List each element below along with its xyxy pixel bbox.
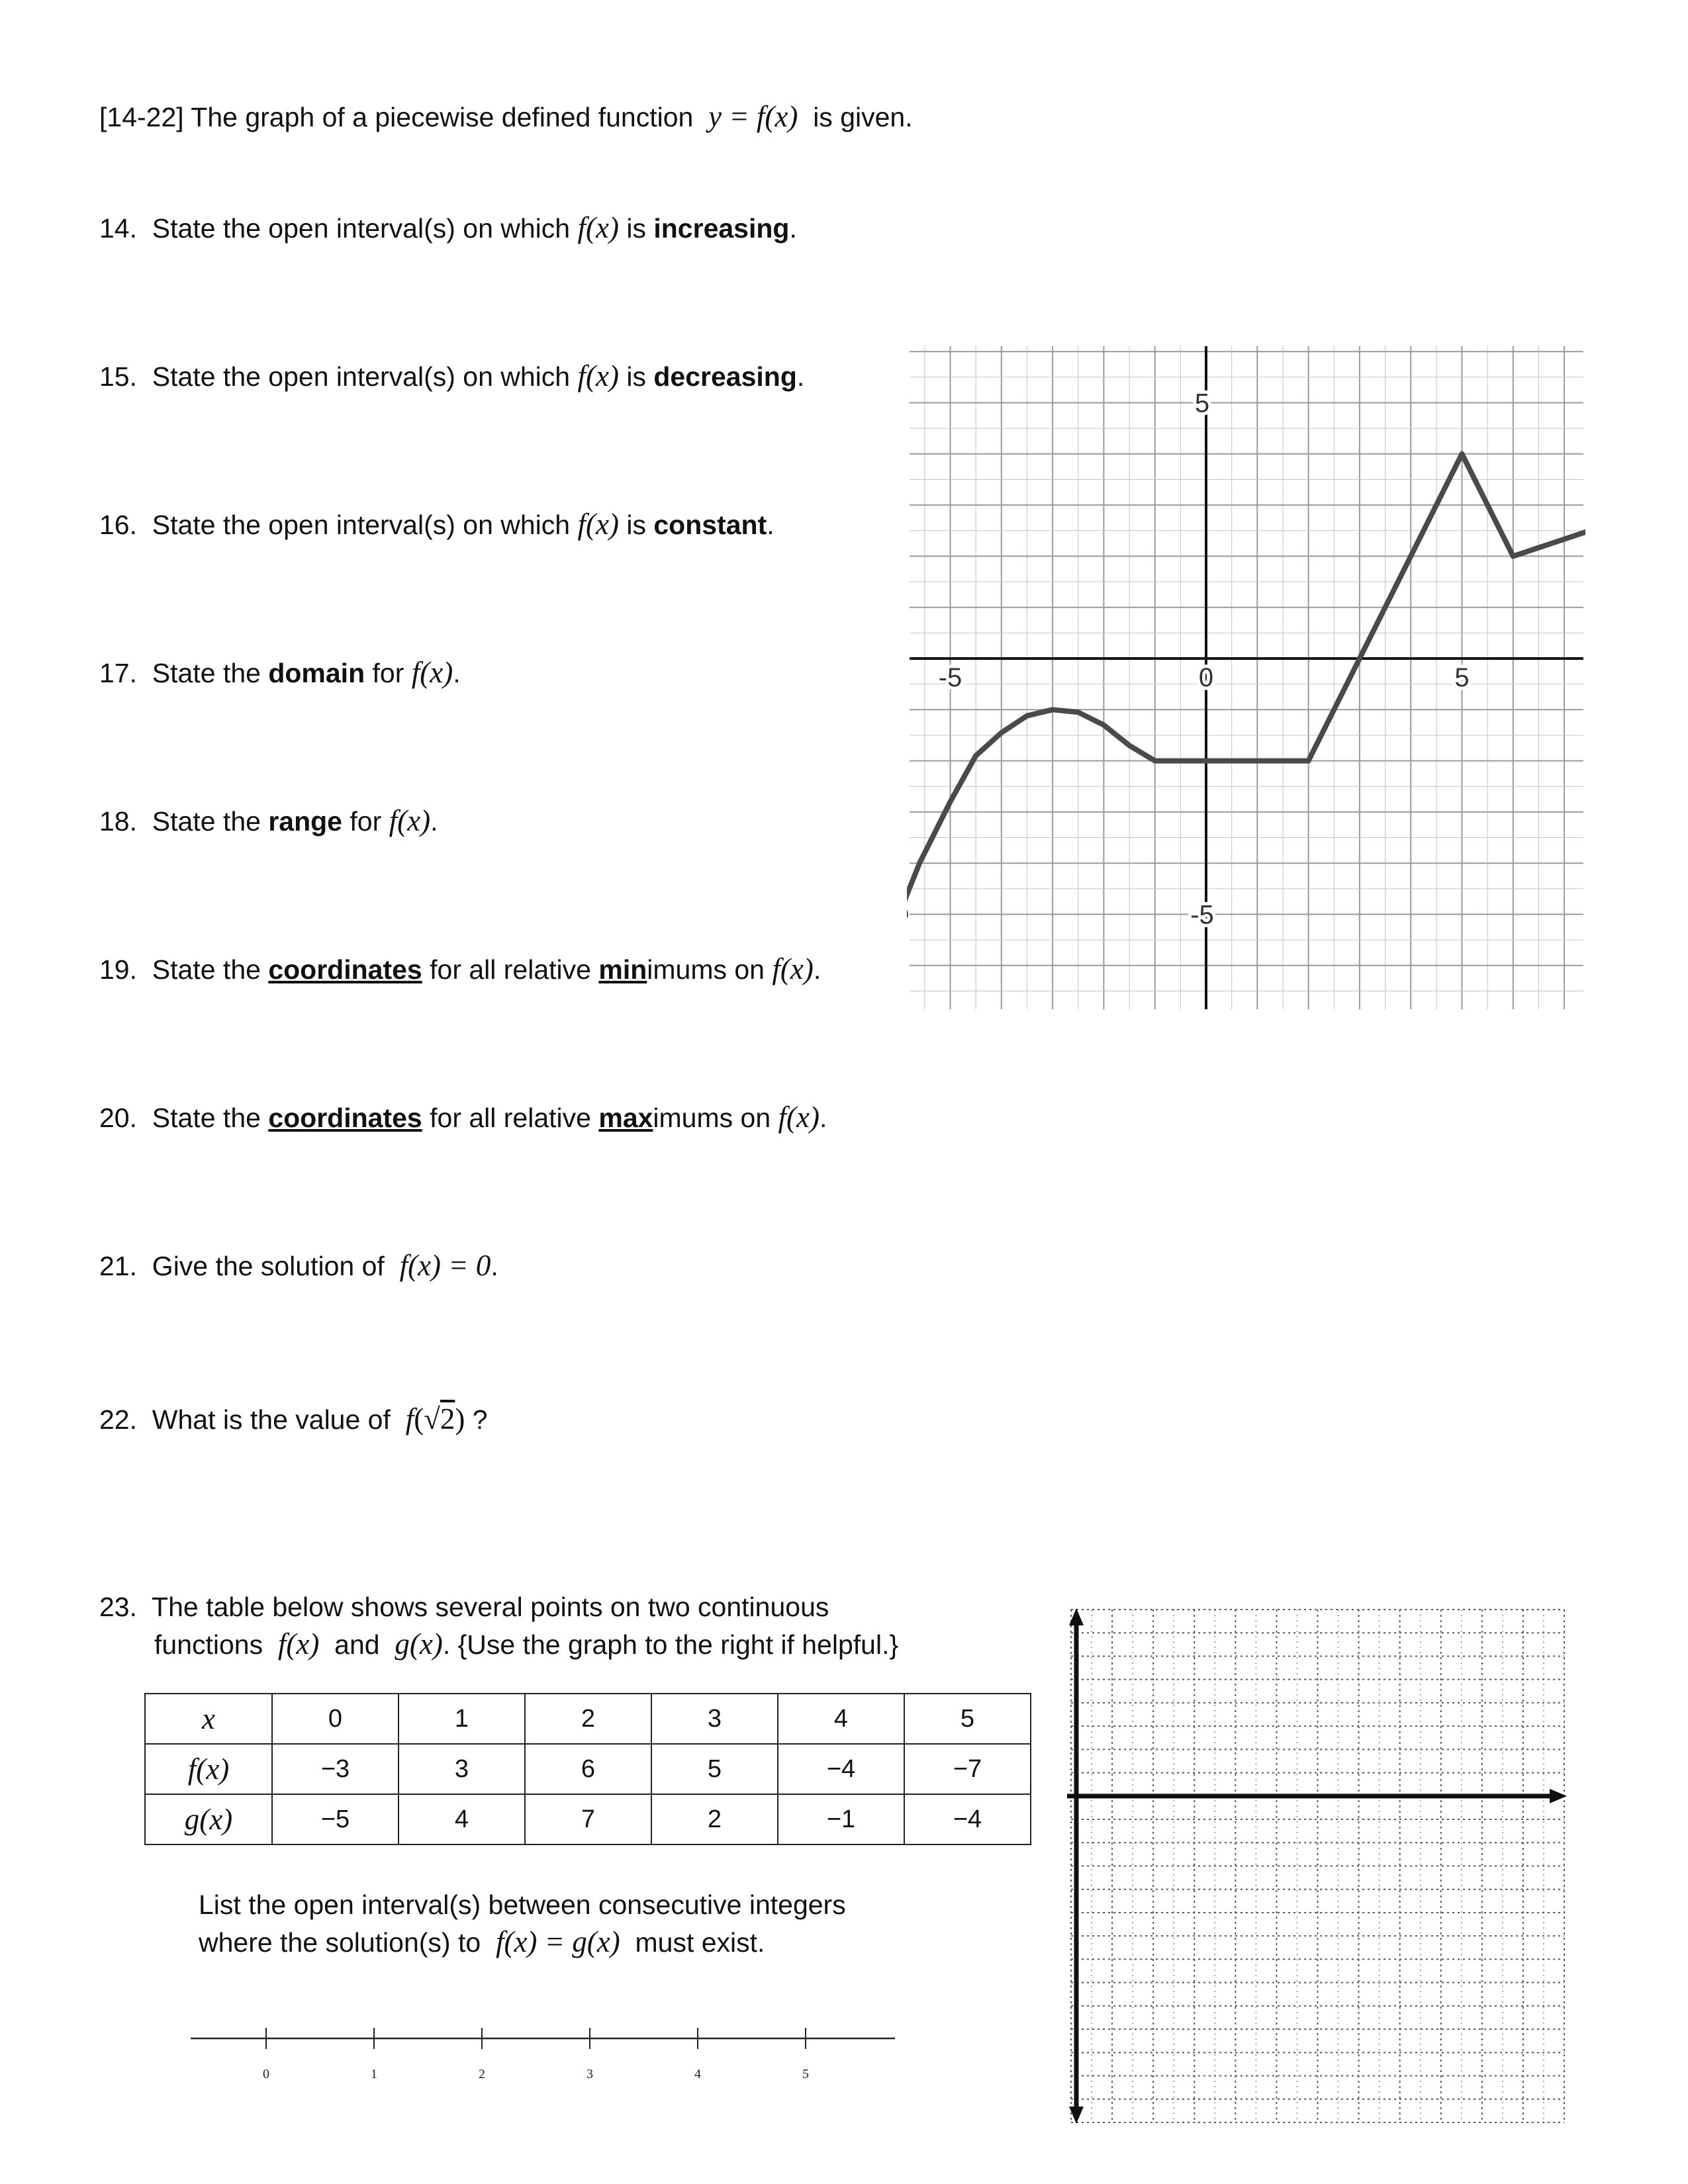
- question-22: 22. What is the value of f(√2) ?: [99, 1402, 488, 1435]
- arrow-down-icon: [1069, 2107, 1084, 2124]
- number-line-tick-label: 2: [479, 2067, 485, 2081]
- table-cell: 2: [525, 1694, 651, 1744]
- list-instruction-line-1: List the open interval(s) between consecutive integers: [199, 1889, 846, 1920]
- x-tick-label: 0: [1198, 663, 1214, 692]
- question-15: 15. State the open interval(s) on which f(x) is decreasing.: [99, 359, 805, 392]
- question-17: 17. State the domain for f(x).: [99, 656, 461, 689]
- number-line-tick-label: 3: [586, 2067, 593, 2081]
- piecewise-function-graph: [907, 341, 1585, 1013]
- table-cell: 4: [778, 1694, 904, 1744]
- question-23-line-2: functions f(x) and g(x). {Use the graph to the right if helpful.}: [154, 1627, 899, 1661]
- x-tick-label: -5: [938, 663, 962, 692]
- points-table: [144, 1693, 1031, 1845]
- table-cell: 7: [525, 1794, 651, 1844]
- table-cell: 1: [399, 1694, 525, 1744]
- table-cell: 0: [272, 1694, 399, 1744]
- x-tick-label: 5: [1454, 663, 1470, 692]
- table-cell: −1: [778, 1794, 904, 1844]
- question-19: 19. State the coordinates for all relative minimums on f(x).: [99, 952, 821, 985]
- question-21: 21. Give the solution of f(x) = 0.: [99, 1249, 498, 1282]
- y-tick-label: 5: [1194, 388, 1210, 418]
- number-line-tick-label: 5: [802, 2067, 809, 2081]
- number-line: [185, 2012, 900, 2085]
- table-row-f: f(x) −3 3 6 5 −4 −7: [145, 1744, 1031, 1794]
- table-cell: 5: [651, 1744, 778, 1794]
- table-cell: 5: [904, 1694, 1031, 1744]
- header-instruction: [14-22] The graph of a piecewise defined function y = f(x) is given.: [99, 100, 913, 133]
- question-18: 18. State the range for f(x).: [99, 804, 438, 837]
- question-14: 14. State the open interval(s) on which f(x) is increasing.: [99, 211, 797, 244]
- table-row-g: g(x) −5 4 7 2 −1 −4: [145, 1794, 1031, 1844]
- table-cell: 4: [399, 1794, 525, 1844]
- table-cell: −4: [778, 1744, 904, 1794]
- table-cell: −7: [904, 1744, 1031, 1794]
- table-cell: 3: [651, 1694, 778, 1744]
- blank-answer-grid[interactable]: [1059, 1602, 1575, 2131]
- question-23-line-1: 23. The table below shows several points on two continuous: [99, 1592, 829, 1622]
- table-cell: 6: [525, 1744, 651, 1794]
- question-16: 16. State the open interval(s) on which f(x) is constant.: [99, 508, 774, 541]
- number-line-tick-label: 4: [694, 2067, 701, 2081]
- table-cell: 3: [399, 1744, 525, 1794]
- number-line-tick-label: 0: [263, 2067, 269, 2081]
- table-cell: 2: [651, 1794, 778, 1844]
- table-cell: −5: [272, 1794, 399, 1844]
- table-row-x: x 0 1 2 3 4 5: [145, 1694, 1031, 1744]
- question-20: 20. State the coordinates for all relative maximums on f(x).: [99, 1101, 827, 1134]
- list-instruction-line-2: where the solution(s) to f(x) = g(x) must exist.: [199, 1925, 765, 1958]
- table-cell: −4: [904, 1794, 1031, 1844]
- number-line-tick-label: 1: [371, 2067, 377, 2081]
- table-cell: −3: [272, 1744, 399, 1794]
- y-tick-label: -5: [1190, 900, 1214, 930]
